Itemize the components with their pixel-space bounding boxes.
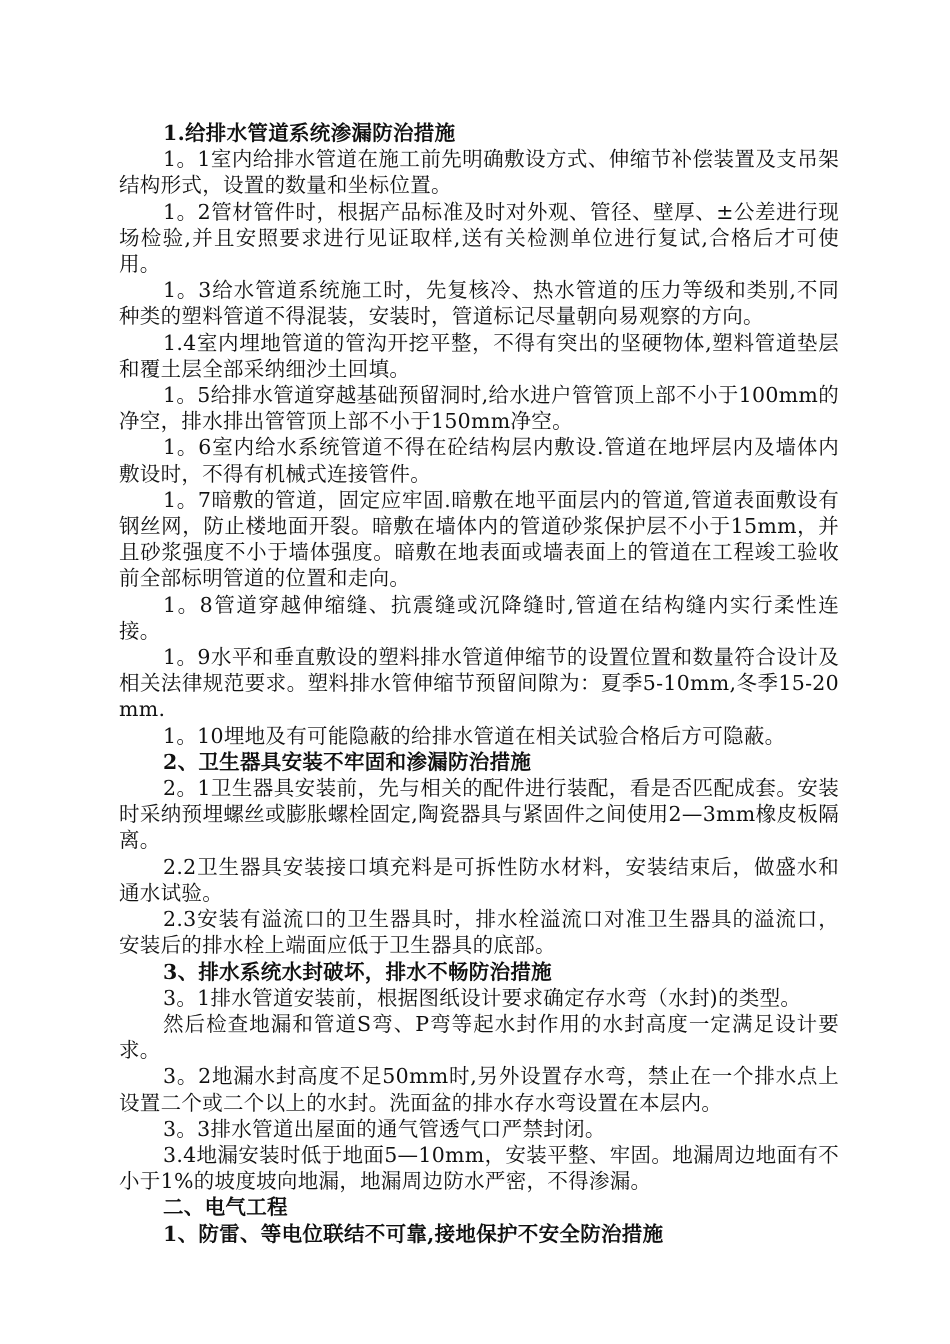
paragraph-1-3: 1。3给水管道系统施工时，先复核冷、热水管道的压力等级和类别,不同种类的塑料管道不得混装，安装时，管道标记尽量朝向易观察的方向。: [119, 278, 839, 329]
paragraph-3-4: 3.4地漏安装时低于地面5—10mm，安装平整、牢固。地漏周边地面有不小于1%的坡度坡向地漏，地漏周边防水严密，不得渗漏。: [119, 1142, 839, 1194]
paragraph-2-2: 2.2卫生器具安装接口填充料是可拆性防水材料，安装结束后，做盛水和通水试验。: [119, 854, 839, 905]
section-heading-lightning-protection: 1、防雷、等电位联结不可靠,接地保护不安全防治措施: [163, 1221, 664, 1246]
chapter-heading-electrical: 二、电气工程: [163, 1195, 288, 1220]
paragraph-2-3: 2.3安装有溢流口的卫生器具时，排水栓溢流口对准卫生器具的溢流口，安装后的排水栓上端面应低于卫生器具的底部。: [119, 907, 839, 958]
section-heading-water-leak: 1.给排水管道系统渗漏防治措施: [163, 121, 456, 145]
paragraph-3-1-continued: 然后检查地漏和管道S弯、P弯等起水封作用的水封高度一定满足设计要求。: [119, 1011, 839, 1063]
paragraph-3-2: 3。2地漏水封高度不足50mm时,另外设置存水弯，禁止在一个排水点上设置二个或二个以上的水封。洗面盆的排水存水弯设置在本层内。: [119, 1064, 839, 1115]
section-heading-sanitary-fixtures: 2、卫生器具安装不牢固和渗漏防治措施: [163, 749, 532, 774]
paragraph-1-1: 1。1室内给排水管道在施工前先明确敷设方式、伸缩节补偿装置及支吊架结构形式，设置的数量和坐标位置。: [119, 147, 839, 198]
section-heading-water-seal: 3、排水系统水封破坏，排水不畅防治措施: [163, 959, 552, 984]
paragraph-1-4: 1.4室内埋地管道的管沟开挖平整，不得有突出的坚硬物体,塑料管道垫层和覆土层全部采纳细沙土回填。: [119, 330, 839, 381]
paragraph-2-1: 2。1卫生器具安装前，先与相关的配件进行装配，看是否匹配成套。安装时采纳预埋螺丝或膨胀螺栓固定,陶瓷器具与紧固件之间使用2—3mm橡皮板隔离。: [119, 776, 839, 853]
paragraph-3-1: 3。1排水管道安装前，根据图纸设计要求确定存水弯（水封)的类型。: [163, 985, 802, 1010]
document-body: [119, 120, 839, 1247]
paragraph-1-7: 1。7暗敷的管道，固定应牢固.暗敷在地平面层内的管道,管道表面敷设有钢丝网，防止楼地面开裂。暗敷在墙体内的管道砂浆保护层不小于15mm，并且砂浆强度不小于墙体强度。暗敷在地表面或墙表面上的管道在工程竣工验收前全部标明管道的位置和走向。: [119, 487, 839, 591]
paragraph-1-10: 1。10埋地及有可能隐蔽的给排水管道在相关试验合格后方可隐蔽。: [163, 723, 786, 748]
paragraph-1-8: 1。8管道穿越伸缩缝、抗震缝或沉降缝时,管道在结构缝内实行柔性连接。: [119, 592, 839, 643]
paragraph-1-9: 1。9水平和垂直敷设的塑料排水管道伸缩节的设置位置和数量符合设计及相关法律规范要求。塑料排水管伸缩节预留间隙为：夏季5-10mm,冬季15-20mm.: [119, 645, 839, 722]
paragraph-1-2: 1。2管材管件时，根据产品标准及时对外观、管径、壁厚、±公差进行现场检验,并且安照要求进行见证取样,送有关检测单位进行复试,合格后才可使用。: [119, 199, 839, 277]
paragraph-1-5: 1。5给排水管道穿越基础预留洞时,给水进户管管顶上部不小于100mm的净空，排水排出管管顶上部不小于150mm净空。: [119, 383, 839, 434]
paragraph-1-6: 1。6室内给水系统管道不得在砼结构层内敷设.管道在地坪层内及墙体内敷设时，不得有机械式连接管件。: [119, 435, 839, 486]
paragraph-3-3: 3。3排水管道出屋面的通气管透气口严禁封闭。: [163, 1116, 606, 1141]
